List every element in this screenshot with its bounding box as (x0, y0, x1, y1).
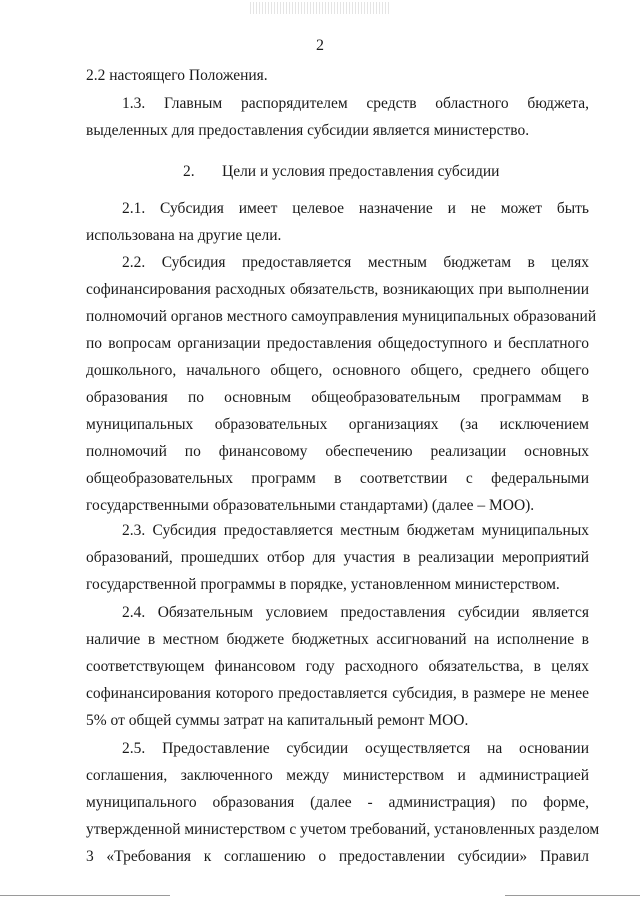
page-number: 2 (316, 37, 324, 54)
text-line: утвержденной министерством с учетом требований, установленных разделом (86, 821, 600, 838)
text-line: 5% от общей суммы затрат на капитальный ремонт МОО. (86, 712, 469, 729)
text-line: государственной программы в порядке, установленном министерством. (86, 576, 560, 593)
paragraph-start-line: 2.4. Обязательным условием предоставления субсидии является (122, 604, 589, 621)
text-line: полномочий по финансовому обеспечению реализации основных (86, 443, 589, 460)
text-line: соглашения, заключенного между министерством и администрацией (86, 767, 589, 784)
section-number: 2. (183, 163, 195, 180)
text-line: соответствующем финансовом году расходного обязательства, в целях (86, 658, 589, 675)
text-line: по вопросам организации предоставления общедоступного и бесплатного (86, 335, 589, 352)
text-line: 3 «Требования к соглашению о предоставлении субсидии» Правил (86, 848, 589, 865)
scan-edge-line (505, 895, 640, 896)
paragraph-start-line: 2.3. Субсидия предоставляется местным бюджетам муниципальных (122, 522, 589, 539)
paragraph-start-line: 2.5. Предоставление субсидии осуществляется на основании (122, 740, 589, 757)
text-line: использована на другие цели. (86, 227, 282, 244)
text-line: выделенных для предоставления субсидии является министерство. (86, 122, 530, 139)
section-title: Цели и условия предоставления субсидии (222, 163, 500, 180)
text-line: образований, прошедших отбор для участия в реализации мероприятий (86, 549, 589, 566)
paragraph-start-line: 2.2. Субсидия предоставляется местным бюджетам в целях (122, 254, 589, 271)
text-line: 2.2 настоящего Положения. (86, 67, 268, 84)
text-line: полномочий органов местного самоуправления муниципальных образований (86, 308, 597, 325)
text-line: наличие в местном бюджете бюджетных ассигнований на исполнение в (86, 631, 589, 648)
text-line: софинансирования расходных обязательств, возникающих при выполнении (86, 281, 589, 298)
text-line: государственными образовательными стандартами) (далее – МОО). (86, 497, 535, 514)
text-line: общеобразовательных программ в соответствии с федеральными (86, 470, 589, 487)
text-line: софинансирования которого предоставляется субсидия, в размере не менее (86, 685, 589, 702)
text-line: образования по основным общеобразовательным программам в (86, 389, 589, 406)
paragraph-start-line: 1.3. Главным распорядителем средств областного бюджета, (122, 95, 589, 112)
paragraph-start-line: 2.1. Субсидия имеет целевое назначение и не может быть (122, 200, 589, 217)
scan-artifact (250, 2, 390, 14)
text-line: дошкольного, начального общего, основного общего, среднего общего (86, 362, 589, 379)
text-line: муниципальных образовательных организациях (за исключением (86, 416, 589, 433)
text-line: муниципального образования (далее - администрация) по форме, (86, 794, 589, 811)
scan-edge-line (0, 895, 170, 896)
